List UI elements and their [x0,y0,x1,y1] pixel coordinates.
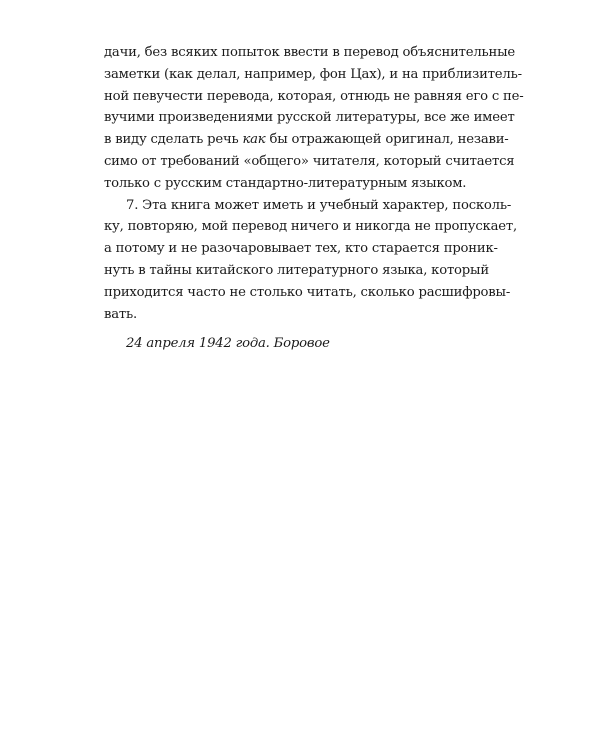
text-line: ку, повторяю, мой перевод ничего и никогда не пропускает, [104,219,517,235]
text-line: 7. Эта книга может иметь и учебный характер, посколь- [126,197,512,213]
text-line: только с русским стандартно-литературным языком. [104,175,467,191]
date-place-signature: 24 апреля 1942 года. Боровое [126,336,330,352]
text-line: приходится часто не столько читать, сколько расшифровы- [104,284,511,300]
emphasized-word: как [242,132,266,148]
paragraph-continuation [104,42,524,195]
text-line: вать. [104,306,137,322]
text-segment: в виду сделать речь [104,132,243,148]
page-text-block [104,42,524,355]
text-segment: бы отражающей оригинал, незави- [265,132,509,148]
text-line-with-emphasis [104,129,509,151]
text-line: вучими произведениями русской литературы, все же имеет [104,110,515,126]
text-line: симо от требований «общего» читателя, который считается [104,153,515,169]
paragraph-7 [104,195,517,326]
text-line: нуть в тайны китайского литературного языка, который [104,262,489,278]
text-line: заметки (как делал, например, фон Цах), и на приблизитель- [104,66,522,82]
text-line: а потому и не разочаровывает тех, кто старается проник- [104,241,498,257]
text-line: дачи, без всяких попыток ввести в перевод объяснительные [104,45,516,60]
text-line: ной певучести перевода, которая, отнюдь не равняя его с пе- [104,88,524,104]
